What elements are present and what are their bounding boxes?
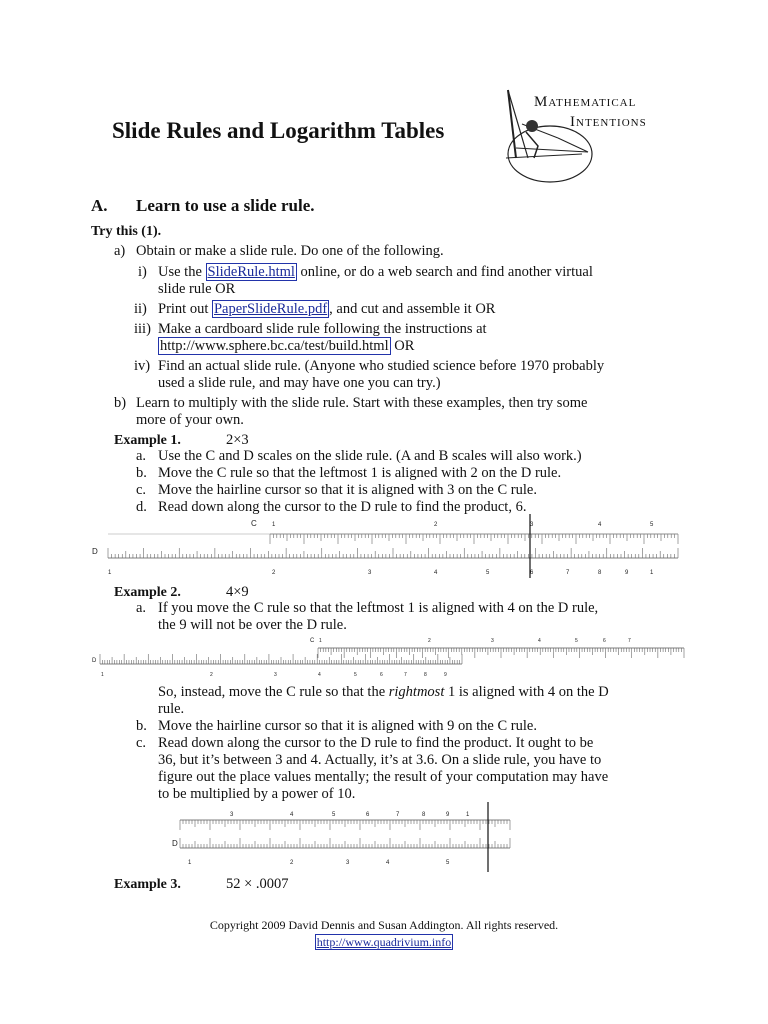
rule1-c-tick-label: 1	[272, 522, 276, 528]
rule1-c-tick-label: 2	[434, 522, 438, 528]
sub-iii-post: OR	[390, 338, 415, 354]
sub-iv-marker: iv)	[134, 358, 151, 374]
item-a-text: Obtain or make a slide rule. Do one of the following.	[136, 243, 444, 259]
slide-rule-diagram-2	[88, 634, 688, 680]
sub-iii-line1: Make a cardboard slide rule following the instructions at	[158, 321, 487, 337]
rule1-c-tick-label: 5	[650, 522, 654, 528]
item-b-line2: more of your own.	[136, 412, 244, 428]
section-a-label: A.	[91, 196, 108, 215]
rule2-d-tick-label: 7	[404, 672, 407, 678]
ex1-step-d-text: Read down along the cursor to the D rule to find the product, 6.	[158, 499, 527, 515]
logo-line-2: Intentions	[570, 114, 647, 130]
sub-ii-marker: ii)	[134, 301, 147, 317]
example-1-label: Example 1.	[114, 433, 181, 448]
ex1-step-b-marker: b.	[136, 465, 147, 481]
rule2-c-tick-label: 2	[428, 638, 431, 644]
sub-i-post: online, or do a web search and find another virtual	[296, 264, 593, 280]
ex2-step-b-marker: b.	[136, 718, 147, 734]
ex2-instead-line1	[158, 684, 609, 701]
example-2-expression: 4×9	[226, 584, 249, 600]
sub-iii-line2	[158, 338, 414, 355]
item-b-marker: b)	[114, 395, 127, 411]
rule2-d-tick-label: 1	[101, 672, 104, 678]
ex2-step-a-line2: the 9 will not be over the D rule.	[158, 617, 347, 633]
rule3-d-tick-label: 1	[188, 860, 192, 866]
rule1-d-tick-label: 4	[434, 570, 438, 576]
ex2-step-c-line4: to be multiplied by a power of 10.	[158, 786, 356, 802]
sub-ii-text	[158, 301, 495, 318]
section-a-heading: Learn to use a slide rule.	[136, 196, 315, 215]
rule1-d-tick-label: 1	[108, 570, 112, 576]
example-3-label: Example 3.	[114, 877, 181, 892]
rule2-c-tick-label: 5	[575, 638, 578, 644]
ex1-step-c-text: Move the hairline cursor so that it is aligned with 3 on the C rule.	[158, 482, 537, 498]
ex2-instead-post: 1 is aligned with 4 on the D	[444, 684, 609, 700]
rule3-d-scale-letter: D	[172, 839, 178, 848]
sub-i-line1	[158, 264, 593, 281]
rule3-c-tick-label: 6	[366, 812, 370, 818]
ex2-step-b-text: Move the hairline cursor so that it is aligned with 9 on the C rule.	[158, 718, 537, 734]
rule3-c-tick-label: 5	[332, 812, 336, 818]
quadrivium-link[interactable]: http://www.quadrivium.info	[316, 935, 452, 949]
rule2-c-tick-label: 4	[538, 638, 541, 644]
rule3-c-tick-label: 8	[422, 812, 426, 818]
sub-iv-line1: Find an actual slide rule. (Anyone who studied science before 1970 probably	[158, 358, 605, 374]
logo-text	[534, 92, 647, 132]
rule2-d-tick-label: 3	[274, 672, 277, 678]
rule2-c-scale-letter: C	[310, 638, 315, 644]
rule3-d-tick-label: 3	[346, 860, 350, 866]
paper-slide-rule-pdf-link[interactable]: PaperSlideRule.pdf	[213, 301, 328, 317]
rule1-d-tick-label: 9	[625, 570, 629, 576]
rule2-d-tick-label: 6	[380, 672, 383, 678]
rule2-d-scale-letter: D	[92, 658, 97, 664]
footer-copyright: Copyright 2009 David Dennis and Susan Addington. All rights reserved.	[209, 918, 559, 932]
ex2-step-c-line3: figure out the place values mentally; the result of your computation may have	[158, 769, 609, 785]
rule3-c-tick-label: 3	[230, 812, 234, 818]
item-a-marker: a)	[114, 243, 126, 259]
rule1-d-scale-letter: D	[92, 547, 98, 556]
rule1-c-tick-label: 4	[598, 522, 602, 528]
page-title: Slide Rules and Logarithm Tables	[112, 118, 445, 143]
ex1-step-c-marker: c.	[136, 482, 147, 498]
rule3-c-tick-label: 9	[446, 812, 450, 818]
ex1-step-a-text: Use the C and D scales on the slide rule. (A and B scales will also work.)	[158, 448, 582, 464]
sub-i-pre: Use the	[158, 264, 206, 280]
rule1-d-tick-label: 6	[530, 570, 534, 576]
slide-rule-html-link[interactable]: SlideRule.html	[207, 264, 295, 280]
ex1-step-b-text: Move the C rule so that the leftmost 1 is aligned with 2 on the D rule.	[158, 465, 562, 481]
rule2-c-tick-label: 1	[319, 638, 322, 644]
rule1-d-tick-label: 8	[598, 570, 602, 576]
rule1-d-tick-label: 3	[368, 570, 372, 576]
rule3-c-tick-label: 4	[290, 812, 294, 818]
ex2-step-c-line2: 36, but it’s between 3 and 4. Actually, it’s at 3.6. On a slide rule, you have to	[158, 752, 602, 768]
rule3-d-tick-label: 2	[290, 860, 294, 866]
item-b-line1: Learn to multiply with the slide rule. Start with these examples, then try some	[136, 395, 588, 411]
rule2-c-tick-label: 7	[628, 638, 631, 644]
rule2-d-tick-label: 8	[424, 672, 427, 678]
rule2-c-tick-label: 6	[603, 638, 606, 644]
ex2-instead-em: rightmost	[388, 684, 445, 700]
rule1-d-tick-label: 5	[486, 570, 490, 576]
ex2-step-c-line1: Read down along the cursor to the D rule to find the product. It ought to be	[158, 735, 594, 751]
ex2-step-a-marker: a.	[136, 600, 147, 616]
ex1-step-a-marker: a.	[136, 448, 147, 464]
example-2-label: Example 2.	[114, 585, 181, 600]
sub-i-marker: i)	[138, 264, 147, 280]
rule3-c-tick-label: 1	[466, 812, 470, 818]
rule1-c-scale-letter: C	[251, 519, 257, 528]
sub-ii-post: , and cut and assemble it OR	[329, 301, 496, 317]
rule3-d-tick-label: 4	[386, 860, 390, 866]
example-1-expression: 2×3	[226, 432, 249, 448]
rule2-d-tick-label: 9	[444, 672, 447, 678]
slide-rule-diagram-1	[88, 514, 688, 578]
sub-ii-pre: Print out	[158, 301, 212, 317]
sub-iv-line2: used a slide rule, and may have one you can try.)	[158, 375, 441, 391]
try-this-heading: Try this (1).	[91, 224, 162, 239]
rule2-d-tick-label: 2	[210, 672, 213, 678]
rule2-d-tick-label: 5	[354, 672, 357, 678]
ex1-step-d-marker: d.	[136, 499, 147, 515]
logo-line-1: Mathematical	[534, 94, 637, 110]
slide-rule-diagram-3	[160, 802, 520, 872]
footer-link-wrap	[0, 935, 768, 950]
rule1-c-tick-label: 3	[530, 522, 534, 528]
rule1-d-tick-label: 7	[566, 570, 570, 576]
ex2-step-a-line1: If you move the C rule so that the leftmost 1 is aligned with 4 on the D rule,	[158, 600, 599, 616]
rule1-d-tick-label: 2	[272, 570, 276, 576]
rule1-d-tick-label: 1	[650, 570, 654, 576]
sub-i-line2: slide rule OR	[158, 281, 236, 297]
example-3-expression: 52 × .0007	[226, 876, 289, 892]
ex2-step-c-marker: c.	[136, 735, 147, 751]
sphere-build-link[interactable]: http://www.sphere.bc.ca/test/build.html	[160, 338, 389, 354]
rule2-d-tick-label: 4	[318, 672, 321, 678]
sub-iii-marker: iii)	[134, 321, 151, 337]
rule3-d-tick-label: 5	[446, 860, 450, 866]
ex2-instead-line2: rule.	[158, 701, 185, 717]
rule2-c-tick-label: 3	[491, 638, 494, 644]
rule3-c-tick-label: 7	[396, 812, 400, 818]
ex2-instead-pre: So, instead, move the C rule so that the	[158, 684, 389, 700]
